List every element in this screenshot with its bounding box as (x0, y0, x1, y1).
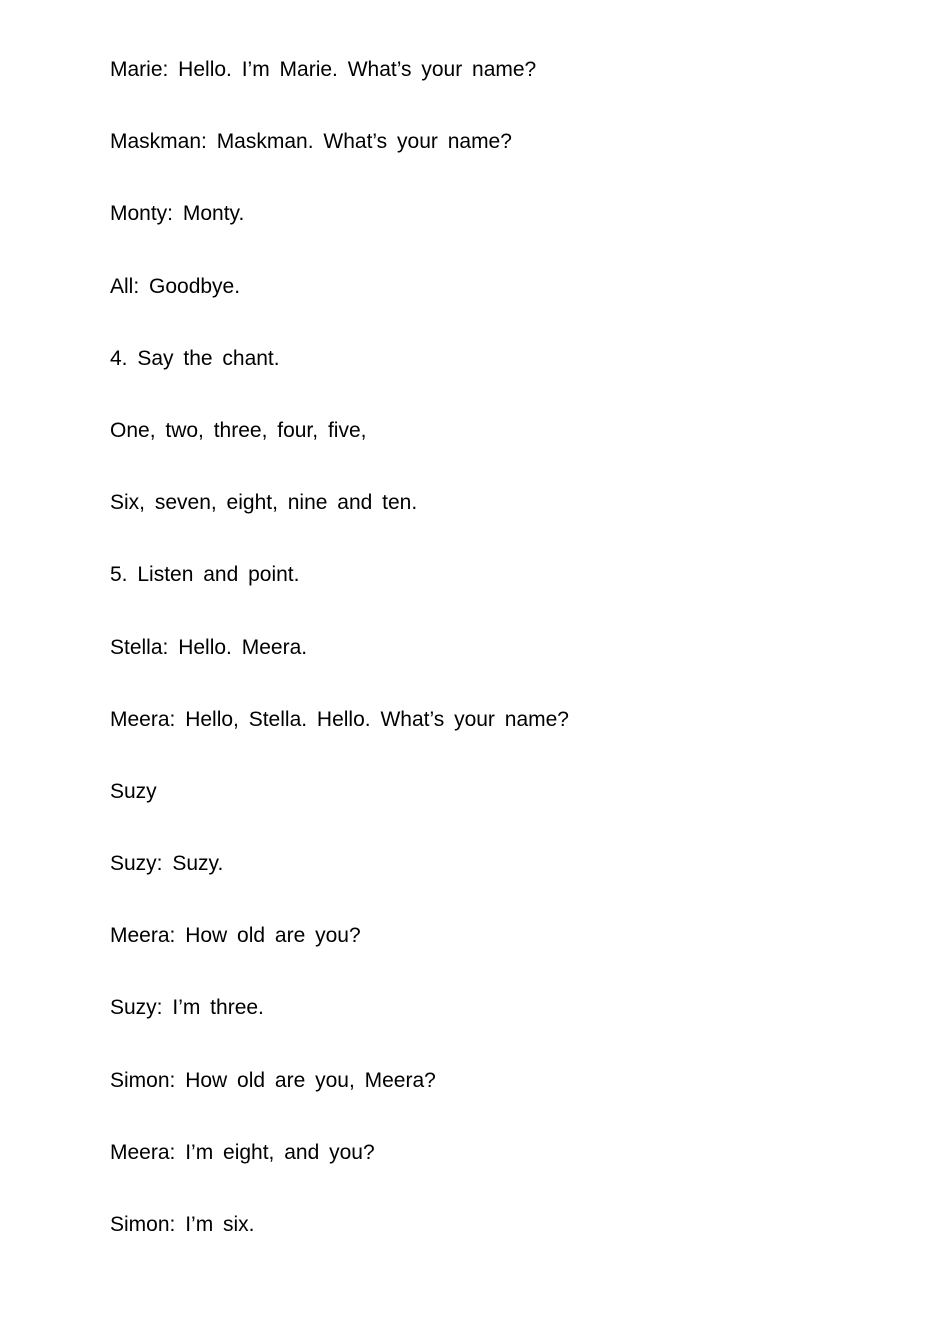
section-heading: 4. Say the chant. (110, 346, 280, 370)
text-line: Monty: Monty. (110, 202, 245, 226)
text-line: All: Goodbye. (110, 274, 241, 298)
text-line: Meera: How old are you? (110, 924, 361, 948)
text-line: One, two, three, four, five, (110, 418, 367, 442)
text-line: Stella: Hello. Meera. (110, 635, 308, 659)
text-line: Marie: Hello. I’m Marie. What’s your name? (110, 58, 537, 81)
section-heading: 5. Listen and point. (110, 563, 300, 587)
text-line: Simon: I’m six. (110, 1213, 255, 1236)
text-line: Simon: How old are you, Meera? (110, 1068, 436, 1092)
text-line: Suzy: Suzy. (110, 852, 224, 876)
text-line: Maskman: Maskman. What’s your name? (110, 130, 512, 154)
text-line: Meera: Hello, Stella. Hello. What’s your name? (110, 707, 569, 731)
text-line: Suzy (110, 779, 157, 803)
text-line: Six, seven, eight, nine and ten. (110, 491, 418, 515)
text-line: Suzy: I’m three. (110, 996, 264, 1020)
dialogue-text (110, 56, 569, 1283)
text-line: Meera: I’m eight, and you? (110, 1140, 375, 1164)
